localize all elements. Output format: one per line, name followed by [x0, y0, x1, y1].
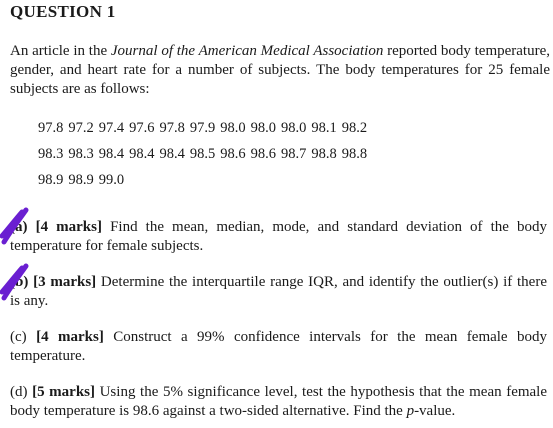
question-a — [10, 218, 547, 256]
question-d-text-end: -value. — [414, 403, 456, 419]
question-c — [10, 328, 547, 366]
pen-scribble-a — [0, 206, 30, 246]
temperature-row-3 — [38, 172, 129, 189]
question-b-label: (b) — [10, 274, 29, 290]
temp-value: 97.2 — [68, 120, 94, 136]
question-c-label: (c) — [10, 329, 27, 345]
temp-value: 98.9 — [38, 172, 64, 188]
temp-value: 98.0 — [281, 120, 307, 136]
temp-value: 98.4 — [129, 146, 155, 162]
temp-value: 97.8 — [159, 120, 185, 136]
temperature-row-1 — [38, 120, 372, 137]
pen-scribble-b — [0, 262, 30, 302]
temp-value: 98.8 — [341, 146, 368, 162]
intro-text-2: reported body temperature, gender, and heart rate for a number of subjects. The body temperatures for 25 female subjects are as follows: — [10, 43, 550, 97]
temp-value: 98.8 — [311, 146, 337, 162]
intro-text-1: An article in the — [10, 43, 111, 59]
question-b-text: Determine the interquartile range IQR, and identify the outlier(s) if there is any. — [10, 274, 547, 309]
question-b — [10, 273, 547, 311]
temp-value: 98.0 — [220, 120, 246, 136]
question-a-text: Find the mean, median, mode, and standard deviation of the body temperature for female subjects. — [10, 219, 547, 254]
question-d — [10, 383, 547, 421]
temp-value: 98.7 — [281, 146, 307, 162]
temp-value: 97.9 — [189, 120, 216, 136]
question-a-label: (a) — [10, 219, 28, 235]
intro-paragraph — [10, 42, 550, 99]
temp-value: 97.4 — [98, 120, 125, 136]
p-symbol: p — [406, 403, 415, 419]
question-c-text: Construct a 99% confidence intervals for the mean female body temperature. — [10, 329, 548, 364]
question-d-marks: [5 marks] — [32, 384, 96, 400]
temperature-row-2 — [38, 146, 372, 163]
temp-value: 98.5 — [189, 146, 216, 162]
question-c-marks: [4 marks] — [36, 329, 104, 345]
question-a-marks: [4 marks] — [35, 219, 102, 235]
journal-name: Journal of the American Medical Association — [110, 43, 384, 59]
temp-value: 98.4 — [98, 146, 125, 162]
temp-value: 99.0 — [98, 172, 125, 188]
temp-value: 98.3 — [38, 146, 64, 162]
temp-value: 98.0 — [250, 120, 276, 136]
question-d-label: (d) — [10, 384, 28, 400]
question-title: QUESTION 1 — [10, 2, 116, 21]
question-d-text: Using the 5% significance level, test the hypothesis that the mean female body temperature is 98.6 against a two-sided alternative. Find the — [10, 384, 548, 419]
temp-value: 98.4 — [159, 146, 185, 162]
temp-value: 98.6 — [250, 146, 276, 162]
temp-value: 98.1 — [311, 120, 337, 136]
temp-value: 98.9 — [68, 172, 94, 188]
temp-value: 98.6 — [220, 146, 246, 162]
temp-value: 97.6 — [129, 120, 155, 136]
temp-value: 98.3 — [68, 146, 94, 162]
temp-value: 97.8 — [38, 120, 64, 136]
temp-value: 98.2 — [341, 120, 368, 136]
question-b-marks: [3 marks] — [33, 274, 97, 290]
